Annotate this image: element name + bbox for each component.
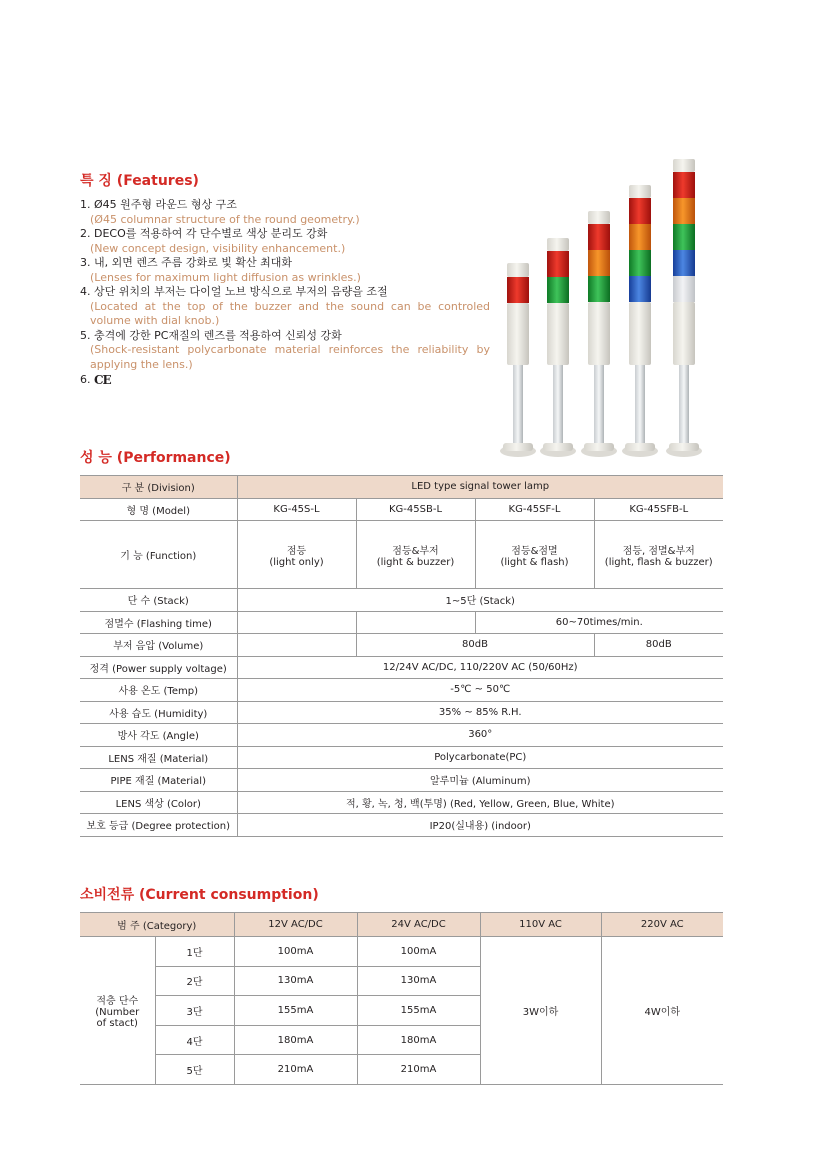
spec-label: PIPE 재질 (Material) bbox=[80, 769, 237, 792]
volume-sfb: 80dB bbox=[594, 634, 723, 657]
spec-value: Polycarbonate(PC) bbox=[237, 746, 723, 769]
feature-ko: 충격에 강한 PC재질의 렌즈를 적용하여 신뢰성 강화 bbox=[94, 328, 342, 342]
flash-value: 60~70times/min. bbox=[475, 611, 723, 634]
current-24v: 130mA bbox=[357, 966, 480, 996]
current-header: 220V AC bbox=[601, 913, 723, 937]
stack-label: 단 수 (Stack) bbox=[80, 589, 237, 612]
current-24v: 210mA bbox=[357, 1055, 480, 1085]
current-12v: 130mA bbox=[234, 966, 357, 996]
current-header: 110V AC bbox=[480, 913, 601, 937]
spec-label: 사용 습도 (Humidity) bbox=[80, 701, 237, 724]
features-list bbox=[80, 198, 490, 388]
performance-table bbox=[80, 475, 723, 837]
spec-label: LENS 색상 (Color) bbox=[80, 791, 237, 814]
function-cell bbox=[475, 521, 594, 589]
spec-value: 알루미늄 (Aluminum) bbox=[237, 769, 723, 792]
function-en: (light & buzzer) bbox=[376, 556, 455, 568]
stack-cell: 1단 bbox=[155, 937, 234, 967]
division-value: LED type signal tower lamp bbox=[237, 476, 723, 499]
current-12v: 210mA bbox=[234, 1055, 357, 1085]
feature-num: 4. bbox=[80, 285, 91, 298]
current-12v: 180mA bbox=[234, 1025, 357, 1055]
feature-num: 5. bbox=[80, 328, 91, 342]
spec-value: IP20(실내용) (indoor) bbox=[237, 814, 723, 837]
empty-cell bbox=[356, 611, 475, 634]
feature-num: 1. bbox=[80, 198, 91, 211]
stack-cell: 5단 bbox=[155, 1055, 234, 1085]
feature-en: (Ø45 columnar structure of the round geometry.) bbox=[90, 212, 360, 226]
spec-value: 35% ~ 85% R.H. bbox=[237, 701, 723, 724]
function-en: (light only) bbox=[269, 556, 324, 568]
function-cell bbox=[237, 521, 356, 589]
spec-label: 보호 등급 (Degree protection) bbox=[80, 814, 237, 837]
current-table bbox=[80, 912, 723, 1085]
feature-en: (New concept design, visibility enhancement.) bbox=[90, 241, 346, 255]
spec-label: 사용 온도 (Temp) bbox=[80, 679, 237, 702]
function-ko: 점등&점멸 bbox=[511, 545, 558, 557]
feature-item-6 bbox=[80, 373, 490, 388]
feature-en: (Lenses for maximum light diffusion as wrinkles.) bbox=[90, 270, 361, 284]
feature-ko: 상단 위치의 부저는 다이얼 노브 방식으로 부저의 음량을 조절 bbox=[94, 285, 388, 298]
tower-3 bbox=[581, 211, 617, 457]
feature-en: (Located at the top of the buzzer and the sound can be controled volume with dial knob.) bbox=[90, 299, 490, 327]
current-110v: 3W이하 bbox=[480, 937, 601, 1085]
model-cell: KG-45S-L bbox=[237, 498, 356, 521]
tower-2 bbox=[540, 238, 576, 457]
division-label: 구 분 (Division) bbox=[80, 476, 237, 499]
stack-cell: 2단 bbox=[155, 966, 234, 996]
function-ko: 점등 bbox=[286, 545, 307, 557]
tower-4 bbox=[622, 185, 658, 457]
current-header: 12V AC/DC bbox=[234, 913, 357, 937]
current-24v: 180mA bbox=[357, 1025, 480, 1055]
model-cell: KG-45SB-L bbox=[356, 498, 475, 521]
current-220v: 4W이하 bbox=[601, 937, 723, 1085]
feature-ko: Ø45 원주형 라운드 형상 구조 bbox=[94, 198, 237, 211]
current-12v: 100mA bbox=[234, 937, 357, 967]
function-label: 기 능 (Function) bbox=[80, 521, 237, 589]
stack-group-label-line: 적층 단수 bbox=[96, 995, 139, 1007]
feature-item-4 bbox=[80, 285, 490, 329]
feature-ko: 내, 외면 렌즈 주름 강화로 빛 확산 최대화 bbox=[94, 256, 292, 269]
stack-group-label-line: of stact) bbox=[96, 1017, 138, 1029]
feature-item-2 bbox=[80, 227, 490, 256]
spec-label: LENS 재질 (Material) bbox=[80, 746, 237, 769]
function-cell bbox=[594, 521, 723, 589]
function-ko: 점등&부저 bbox=[392, 545, 439, 557]
feature-num: 2. bbox=[80, 227, 91, 240]
feature-item-5 bbox=[80, 329, 490, 373]
tower-1 bbox=[500, 263, 536, 457]
feature-num: 6. bbox=[80, 373, 91, 386]
current-24v: 155mA bbox=[357, 996, 480, 1026]
stack-cell: 4단 bbox=[155, 1025, 234, 1055]
volume-label: 부저 음압 (Volume) bbox=[80, 634, 237, 657]
features-heading: 특 징 (Features) bbox=[80, 173, 199, 189]
feature-num: 3. bbox=[80, 256, 91, 269]
feature-item-3 bbox=[80, 256, 490, 285]
empty-cell bbox=[237, 634, 356, 657]
spec-label: 방사 각도 (Angle) bbox=[80, 724, 237, 747]
function-en: (light, flash & buzzer) bbox=[604, 556, 713, 568]
stack-value: 1~5단 (Stack) bbox=[237, 589, 723, 612]
feature-en: (Shock-resistant polycarbonate material reinforces the reliability by applying the lens.) bbox=[90, 343, 490, 371]
feature-item-1 bbox=[80, 198, 490, 227]
current-24v: 100mA bbox=[357, 937, 480, 967]
ce-mark-icon: CE bbox=[94, 373, 111, 387]
current-header: 범 주 (Category) bbox=[80, 913, 234, 937]
tower-5 bbox=[666, 159, 702, 457]
spec-value: 12/24V AC/DC, 110/220V AC (50/60Hz) bbox=[237, 656, 723, 679]
model-cell: KG-45SFB-L bbox=[594, 498, 723, 521]
spec-label: 정격 (Power supply voltage) bbox=[80, 656, 237, 679]
function-cell bbox=[356, 521, 475, 589]
signal-tower-product-image bbox=[495, 155, 730, 465]
stack-cell: 3단 bbox=[155, 996, 234, 1026]
spec-value: 360° bbox=[237, 724, 723, 747]
model-label: 형 명 (Model) bbox=[80, 498, 237, 521]
flash-label: 점멸수 (Flashing time) bbox=[80, 611, 237, 634]
function-ko: 점등, 점멸&부저 bbox=[622, 545, 695, 557]
spec-value: 적, 황, 녹, 청, 백(투명) (Red, Yellow, Green, Blue, White) bbox=[237, 791, 723, 814]
spec-value: -5℃ ~ 50℃ bbox=[237, 679, 723, 702]
empty-cell bbox=[237, 611, 356, 634]
feature-ko: DECO를 적용하여 각 단수별로 색상 분리도 강화 bbox=[94, 227, 328, 240]
stack-group-label bbox=[80, 937, 155, 1085]
stack-group-label-line: (Number bbox=[95, 1006, 140, 1018]
model-cell: KG-45SF-L bbox=[475, 498, 594, 521]
function-en: (light & flash) bbox=[500, 556, 569, 568]
volume-sb: 80dB bbox=[356, 634, 594, 657]
current-heading: 소비전류 (Current consumption) bbox=[80, 887, 319, 903]
current-12v: 155mA bbox=[234, 996, 357, 1026]
performance-heading: 성 능 (Performance) bbox=[80, 450, 231, 466]
current-header: 24V AC/DC bbox=[357, 913, 480, 937]
